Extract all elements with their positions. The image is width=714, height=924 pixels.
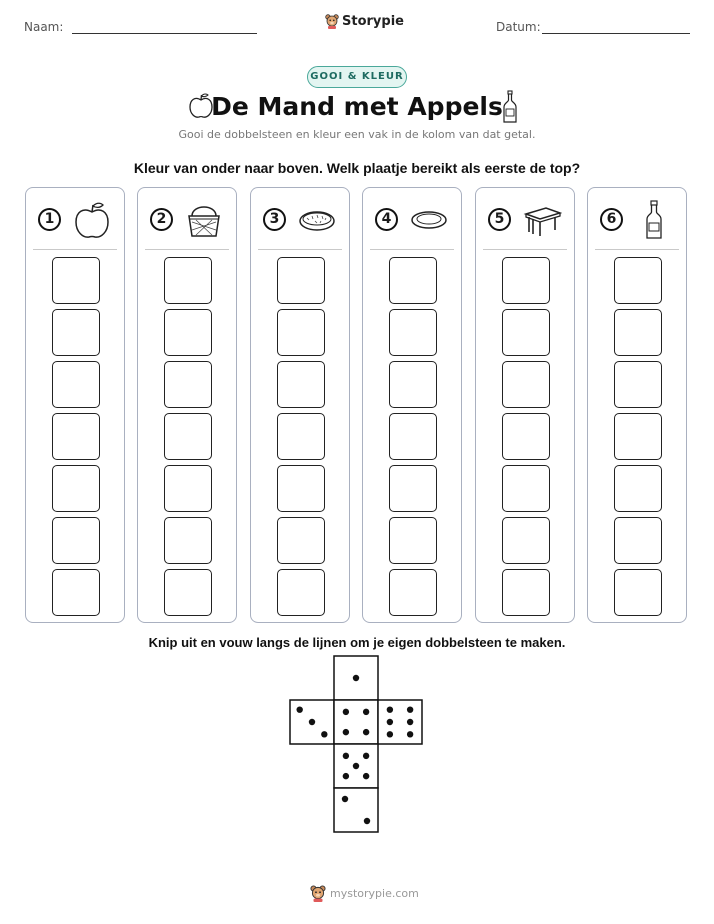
dice-pip [363, 773, 369, 779]
color-box[interactable] [277, 309, 325, 356]
color-box[interactable] [164, 309, 212, 356]
color-box[interactable] [502, 309, 550, 356]
color-box[interactable] [52, 309, 100, 356]
column-4 [362, 187, 462, 623]
bottle-icon [634, 200, 674, 240]
column-2 [137, 187, 237, 623]
basket-icon [184, 200, 224, 240]
color-box[interactable] [614, 257, 662, 304]
dice-pip [387, 719, 393, 725]
pie-icon [297, 200, 337, 240]
cut-instruction: Knip uit en vouw langs de lijnen om je eigen dobbelsteen te maken. [148, 635, 566, 650]
dice-pip [343, 753, 349, 759]
column-divider [145, 249, 229, 250]
dice-pip [296, 706, 302, 712]
color-box[interactable] [502, 257, 550, 304]
dice-pip [363, 709, 369, 715]
column-3 [250, 187, 350, 623]
bear-footer-icon [310, 884, 326, 902]
color-box[interactable] [277, 517, 325, 564]
color-box[interactable] [52, 361, 100, 408]
dice-pip [321, 731, 327, 737]
dish-icon [409, 200, 449, 240]
dice-pip [343, 773, 349, 779]
column-number: 5 [488, 208, 511, 231]
color-box[interactable] [614, 309, 662, 356]
color-box[interactable] [502, 465, 550, 512]
color-box[interactable] [52, 465, 100, 512]
color-box[interactable] [502, 569, 550, 616]
name-line [72, 33, 257, 34]
dice-pip [407, 706, 413, 712]
instruction: Kleur van onder naar boven. Welk plaatje bereikt als eerste de top? [133, 160, 581, 176]
apple-icon [72, 200, 112, 240]
column-number: 4 [375, 208, 398, 231]
color-box[interactable] [389, 517, 437, 564]
column-divider [370, 249, 454, 250]
stool-icon [522, 200, 562, 240]
color-box[interactable] [164, 413, 212, 460]
color-box[interactable] [389, 413, 437, 460]
color-box[interactable] [164, 465, 212, 512]
dice-face-4 [334, 700, 378, 744]
color-box[interactable] [277, 569, 325, 616]
title-bottle-icon [502, 90, 518, 124]
column-divider [258, 249, 342, 250]
column-5 [475, 187, 575, 623]
color-box[interactable] [52, 413, 100, 460]
column-divider [33, 249, 117, 250]
column-divider [595, 249, 679, 250]
color-box[interactable] [502, 413, 550, 460]
column-number: 6 [600, 208, 623, 231]
page-title: De Mand met Appels [211, 92, 503, 121]
bear-logo-icon [325, 13, 339, 29]
column-divider [483, 249, 567, 250]
color-box[interactable] [164, 569, 212, 616]
date-line [542, 33, 690, 34]
dice-pip [407, 731, 413, 737]
dice-pip [343, 729, 349, 735]
dice-pip [343, 709, 349, 715]
dice-pip [363, 729, 369, 735]
dice-pip [407, 719, 413, 725]
color-box[interactable] [277, 413, 325, 460]
date-label: Datum: [496, 20, 541, 34]
category-badge: GOOI & KLEUR [307, 66, 407, 88]
column-number: 3 [263, 208, 286, 231]
dice-pip [353, 675, 359, 681]
color-box[interactable] [277, 361, 325, 408]
footer-url: mystorypie.com [330, 886, 419, 900]
color-box[interactable] [164, 361, 212, 408]
column-1 [25, 187, 125, 623]
dice-pip [353, 763, 359, 769]
color-box[interactable] [164, 517, 212, 564]
name-label: Naam: [24, 20, 64, 34]
dice-pip [387, 706, 393, 712]
color-box[interactable] [277, 465, 325, 512]
color-box[interactable] [389, 465, 437, 512]
color-box[interactable] [52, 569, 100, 616]
color-box[interactable] [52, 257, 100, 304]
color-box[interactable] [164, 257, 212, 304]
color-box[interactable] [614, 569, 662, 616]
dice-net [288, 654, 428, 838]
dice-pip [387, 731, 393, 737]
color-box[interactable] [52, 517, 100, 564]
color-box[interactable] [502, 517, 550, 564]
logo-text: Storypie [342, 13, 404, 29]
footer [310, 884, 419, 902]
storypie-logo [325, 13, 404, 29]
color-box[interactable] [502, 361, 550, 408]
color-box[interactable] [389, 257, 437, 304]
color-box[interactable] [389, 309, 437, 356]
color-box[interactable] [614, 361, 662, 408]
color-box[interactable] [277, 257, 325, 304]
column-6 [587, 187, 687, 623]
dice-pip [363, 753, 369, 759]
color-box[interactable] [614, 413, 662, 460]
dice-face-6 [378, 700, 422, 744]
dice-face-2 [334, 788, 378, 832]
dice-pip [342, 796, 348, 802]
color-box[interactable] [614, 465, 662, 512]
column-number: 2 [150, 208, 173, 231]
dice-pip [309, 719, 315, 725]
dice-pip [364, 818, 370, 824]
dice-face-1 [334, 656, 378, 700]
dice-face-3 [290, 700, 334, 744]
color-box[interactable] [389, 569, 437, 616]
column-number: 1 [38, 208, 61, 231]
color-box[interactable] [614, 517, 662, 564]
subtitle: Gooi de dobbelsteen en kleur een vak in de kolom van dat getal. [178, 128, 536, 141]
color-box[interactable] [389, 361, 437, 408]
dice-face-5 [334, 744, 378, 788]
